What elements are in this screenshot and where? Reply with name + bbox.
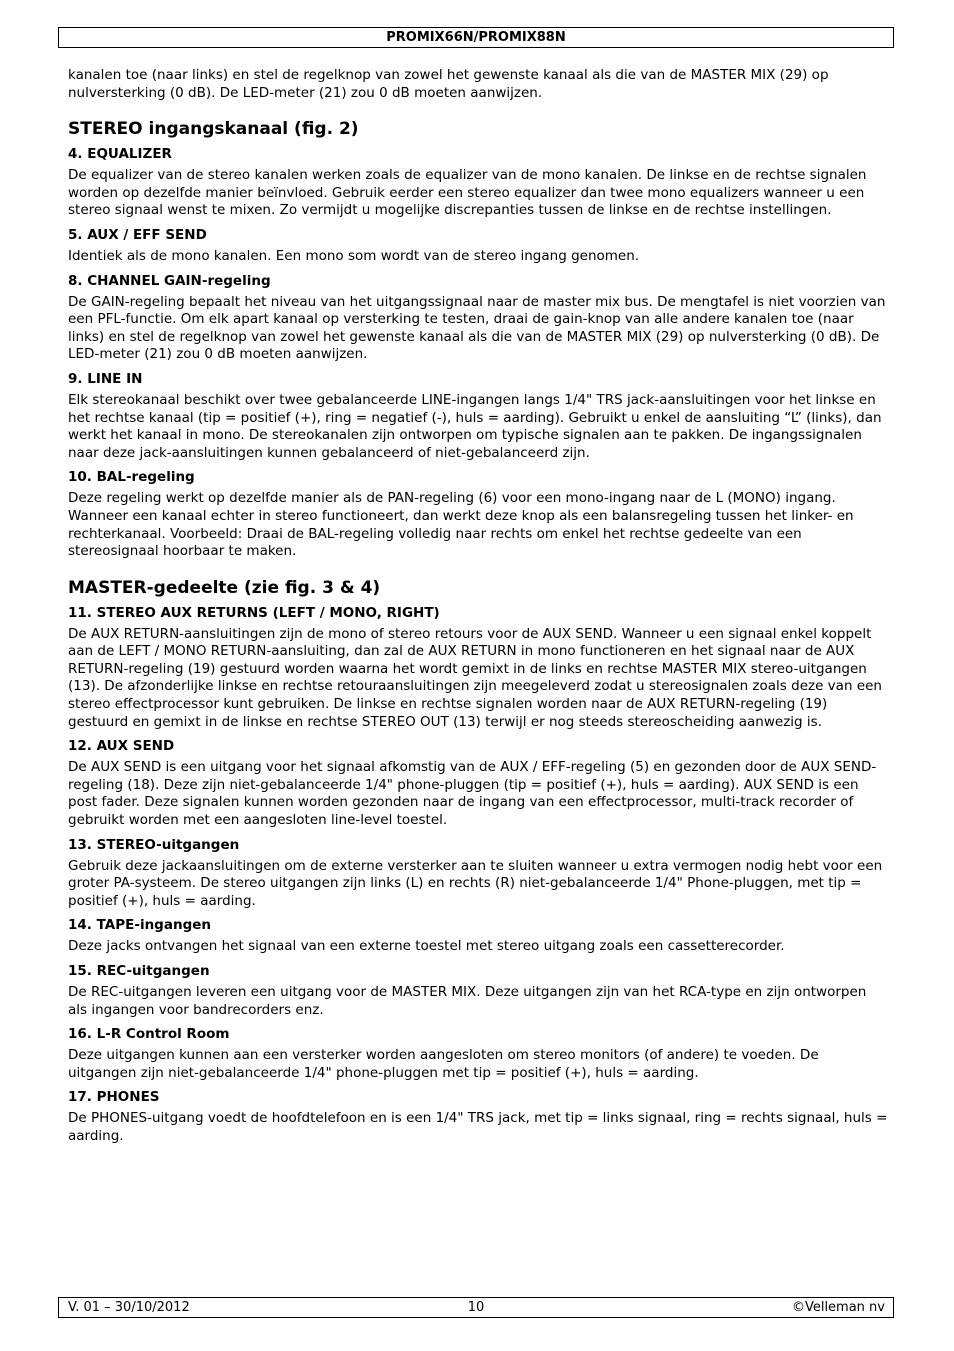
page-header bbox=[58, 27, 894, 48]
item-text: De equalizer van de stereo kanalen werken zoals de equalizer van de mono kanalen. De linkse en de rechtse signalen worden op dezelfde manier beïnvloed. Gebruik eerder een stereo equalizer dan twee mono equalizers wanneer u een stereo signaal wenst te mixen. Zo vermijdt u mogelijke discrepanties tussen de linkse en de rechtse instellingen. bbox=[68, 167, 867, 219]
item-heading: 4. EQUALIZER bbox=[68, 146, 172, 163]
item-heading: 13. STEREO-uitgangen bbox=[68, 836, 240, 853]
item-text: Elk stereokanaal beschikt over twee gebalanceerde LINE-ingangen langs 1/4" TRS jack-aansluitingen voor het linkse en het rechtse kanaal (tip = positief (+), ring = negatief (-), huls = aarding). Gebruikt u enkel de aansluiting “L” (links), dan werkt het kanaal in mono. De stereokanalen zijn ontworpen om typische signalen aan te pakken. De ingangssignalen naar deze jack-aansluitingen kunnen gebalanceerd of niet-gebalanceerd zijn. bbox=[68, 391, 882, 461]
item-text: De GAIN-regeling bepaalt het niveau van het uitgangssignaal naar de master mix bus. De mengtafel is niet voorzien van een PFL-functie. Om elk apart kanaal op versterking te testen, draai de gain-knop van alle andere kanalen toe (naar links) en stel de regelknop van zowel het gewenste kanaal als die van de MASTER MIX (29) op nulversterking (0 dB). De LED-meter (21) zou 0 dB moeten aanwijzen. bbox=[68, 293, 886, 363]
item-text: Deze jacks ontvangen het signaal van een externe toestel met stereo uitgang zoals een cassetterecorder. bbox=[68, 938, 785, 955]
footer-version: V. 01 – 30/10/2012 bbox=[68, 1300, 190, 1315]
item-text: Identiek als de mono kanalen. Een mono som wordt van de stereo ingang genomen. bbox=[68, 247, 640, 264]
item-heading: 5. AUX / EFF SEND bbox=[68, 226, 207, 243]
section-title-master: MASTER-gedeelte (zie fig. 3 & 4) bbox=[68, 577, 381, 598]
item-heading: 11. STEREO AUX RETURNS (LEFT / MONO, RIGHT) bbox=[68, 604, 440, 621]
item-heading: 8. CHANNEL GAIN-regeling bbox=[68, 272, 271, 289]
section-title-stereo: STEREO ingangskanaal (fig. 2) bbox=[68, 119, 359, 140]
item-heading: 15. REC-uitgangen bbox=[68, 963, 210, 979]
item-text: De PHONES-uitgang voedt de hoofdtelefoon en is een 1/4" TRS jack, met tip = links signaal, ring = rechts signaal, huls = aarding. bbox=[68, 1110, 888, 1144]
item-heading: 14. TAPE-ingangen bbox=[68, 917, 211, 934]
header-title: PROMIX66N/PROMIX88N bbox=[386, 30, 566, 45]
footer-page-number: 10 bbox=[467, 1300, 485, 1315]
item-heading: 9. LINE IN bbox=[68, 370, 143, 387]
document-body bbox=[68, 67, 888, 1146]
item-heading: 16. L-R Control Room bbox=[68, 1026, 230, 1043]
item-text: Deze regeling werkt op dezelfde manier als de PAN-regeling (6) voor een mono-ingang naar de L (MONO) ingang. Wanneer een kanaal echter in stereo functioneert, dan werkt deze knop als een balansregeling tussen het linker- en rechterkanaal. Voorbeeld: Draai de BAL-regeling volledig naar rechts om enkel het rechtse gedeelte van een stereosignaal hoorbaar te maken. bbox=[68, 490, 854, 560]
item-text: De AUX RETURN-aansluitingen zijn de mono of stereo retours voor de AUX SEND. Wanneer u een signaal enkel koppelt aan de LEFT / MONO RETURN-aansluiting, dan zal de AUX RETURN in mono functioneren en het signaal naar de AUX RETURN-regeling (19) gestuurd worden waarna het wordt gemixt in de links en rechtse MASTER MIX stereo-uitgangen (13). De afzonderlijke linkse en rechtse retouraansluitingen zijn meegeleverd zodat u stereosignalen zoals deze van een stereo effectprocessor kunt gebruiken. De linkse en rechtse signalen worden naar de AUX RETURN-regeling (19) gestuurd en gemixt in de linkse en rechtse STEREO OUT (13) terwijl er nog steeds stereoscheiding aanwezig is. bbox=[68, 625, 882, 730]
item-text: De AUX SEND is een uitgang voor het signaal afkomstig van de AUX / EFF-regeling (5) en gezonden door de AUX SEND-regeling (18). Deze zijn niet-gebalanceerde 1/4" phone-pluggen (tip = positief (+), huls = aarding). AUX SEND is een post fader. Deze signalen kunnen worden gezonden naar de ingang van een effectprocessor, multi-track recorder of gebruikt worden met een aangesloten line-level toestel. bbox=[68, 759, 877, 829]
footer-copyright: ©Velleman nv bbox=[791, 1300, 885, 1315]
item-heading: 10. BAL-regeling bbox=[68, 469, 195, 486]
item-text: Deze uitgangen kunnen aan een versterker worden aangesloten om stereo monitors (of andere) te voeden. De uitgangen zijn niet-gebalanceerde 1/4" phone-pluggen met tip = positief (+), huls = aarding. bbox=[68, 1047, 819, 1081]
intro-paragraph: kanalen toe (naar links) en stel de regelknop van zowel het gewenste kanaal als die van de MASTER MIX (29) op nulversterking (0 dB). De LED-meter (21) zou 0 dB moeten aanwijzen. bbox=[68, 67, 829, 101]
page-footer bbox=[58, 1297, 894, 1318]
item-heading: 12. AUX SEND bbox=[68, 738, 175, 755]
item-heading: 17. PHONES bbox=[68, 1089, 160, 1106]
item-text: De REC-uitgangen leveren een uitgang voor de MASTER MIX. Deze uitgangen zijn van het RCA-type en zijn ontworpen als ingangen voor bandrecorders enz. bbox=[68, 984, 867, 1018]
item-text: Gebruik deze jackaansluitingen om de externe versterker aan te sluiten wanneer u extra vermogen nodig hebt voor een groter PA-systeem. De stereo uitgangen zijn links (L) en rechts (R) niet-gebalanceerde 1/4" Phone-pluggen, met tip = positief (+), huls = aarding. bbox=[68, 857, 883, 909]
